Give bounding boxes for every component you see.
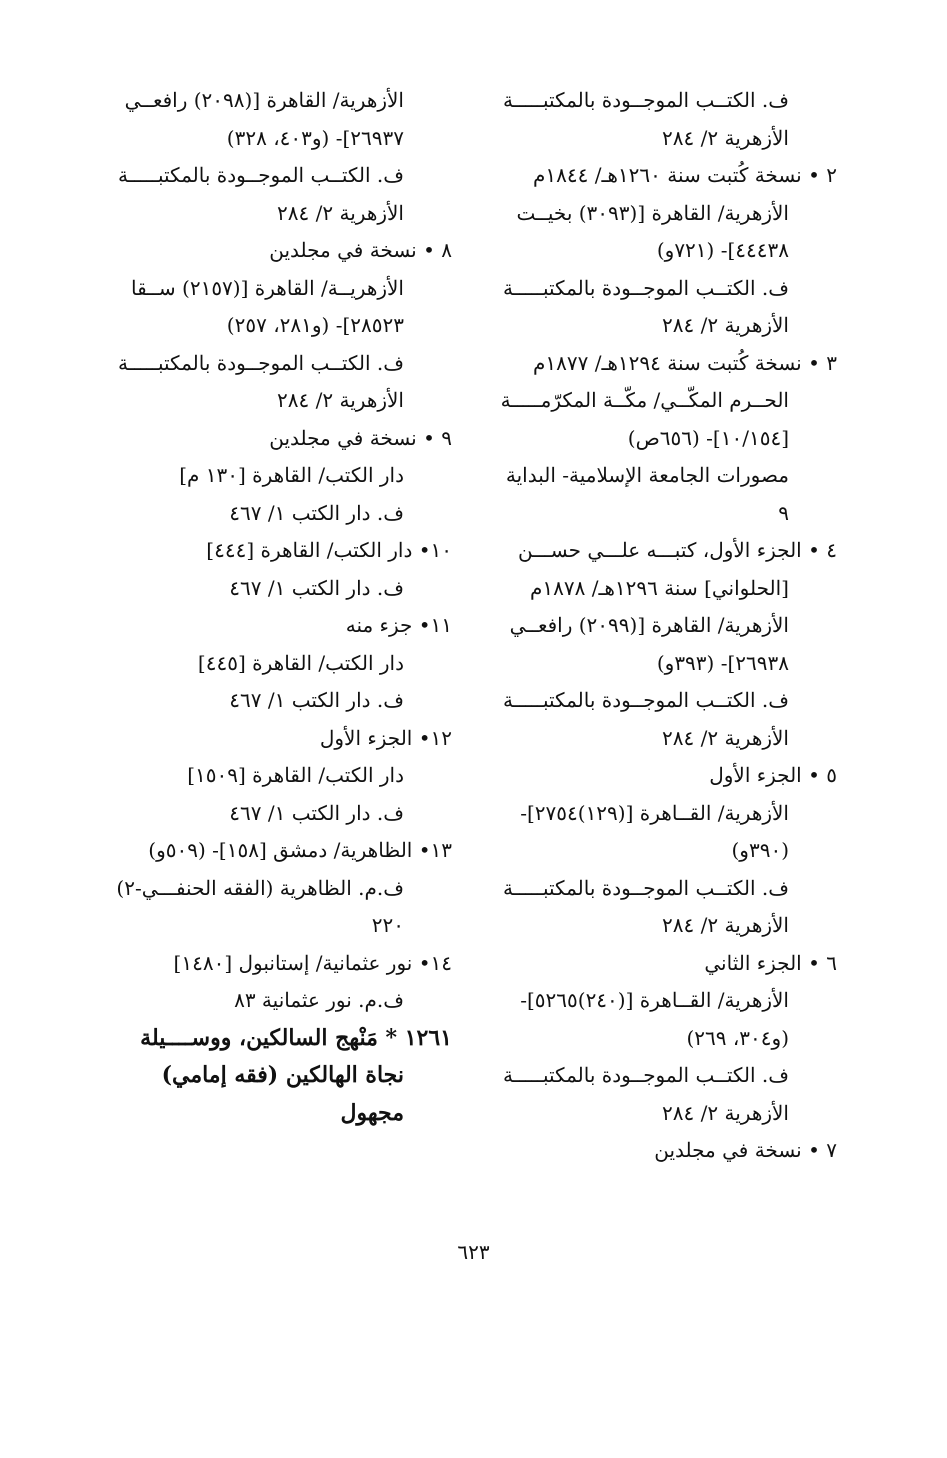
right-column-line: الأزهرية ٢/ ٢٨٤	[662, 125, 789, 150]
left-column-line: ١٤• نور عثمانية/ إستانبول [١٤٨٠]	[173, 950, 452, 975]
right-column-line: ف. الكتــب الموجــودة بالمكتبـــــة	[502, 88, 789, 112]
left-column	[100, 82, 452, 1132]
left-column-line: ف. دار الكتب ١/ ٤٦٧	[229, 575, 404, 600]
right-column-line: الحــرم المكّــي/ مكّــة المكرّمـــــة	[500, 388, 789, 412]
left-column-line: ٢٨٥٢٣]- (و٢٨١، ٢٥٧)	[226, 313, 404, 337]
left-column-line: ف.م. نور عثمانية ٨٣	[234, 988, 404, 1012]
right-column-line: ف. الكتــب الموجــودة بالمكتبـــــة	[502, 1063, 789, 1087]
left-column-line: ف. الكتــب الموجــودة بالمكتبـــــة	[117, 350, 404, 375]
right-column-line: ٤ • الجزء الأول، كتبـــه علـــي حســـن	[517, 538, 837, 562]
right-column-line: الأزهرية/ القاهرة [(٣٠٩٣) بخيــت	[516, 200, 789, 225]
left-column-line: ١٢• الجزء الأول	[319, 725, 452, 750]
right-column-line: ٢ • نسخة كُتبت سنة ١٢٦٠هـ/ ١٨٤٤م	[533, 163, 837, 187]
left-column-line: دار الكتب/ القاهرة [١٣٠ م]	[179, 463, 404, 487]
right-column-line: ٩	[778, 500, 789, 525]
left-column-line: ١٠• دار الكتب/ القاهرة [٤٤٤]	[206, 538, 452, 562]
left-column-line: نجاة الهالكين (فقه إمامي)	[161, 1062, 404, 1088]
right-column-line: الأزهرية ٢/ ٢٨٤	[662, 725, 789, 750]
right-column-line: ف. الكتــب الموجــودة بالمكتبـــــة	[502, 688, 789, 712]
page-number: ٦٢٣	[457, 1240, 490, 1264]
right-column-line: الأزهرية/ القاهرة [(٢٠٩٩) رافعــي	[509, 613, 789, 637]
left-column-line: ١٢٦١ * مَنْهج السالكين، ووســــيلة	[140, 1024, 452, 1051]
right-column	[492, 82, 837, 1170]
left-column-line: ف. الكتــب الموجــودة بالمكتبـــــة	[117, 163, 404, 187]
right-column-line: ٣ • نسخة كُتبت سنة ١٢٩٤هـ/ ١٨٧٧م	[533, 350, 837, 375]
right-column-line: مصورات الجامعة الإسلامية- البداية	[505, 463, 789, 487]
right-column-line: ف. الكتــب الموجــودة بالمكتبـــــة	[502, 275, 789, 300]
left-column-line: ٢٢٠	[371, 913, 404, 937]
left-column-line: ف. دار الكتب ١/ ٤٦٧	[229, 500, 404, 525]
left-column-line: الأزهرية/ القاهرة [(٢٠٩٨) رافعــي	[124, 88, 404, 112]
left-column-line: الأزهريــة/ القاهرة [(٢١٥٧) ســقا	[130, 275, 404, 300]
left-column-line: ١٣• الظاهرية/ دمشق [١٥٨]- (٥٠٩و)	[148, 838, 452, 862]
left-column-line: ١١• جزء منه	[345, 613, 452, 637]
right-column-line: ٤٤٤٣٨]- (٧٢١و)	[656, 238, 789, 262]
left-column-line: ف. دار الكتب ١/ ٤٦٧	[229, 800, 404, 825]
right-column-line: [١٠/١٥٤]- (٦٥٦ص)	[627, 425, 789, 450]
right-column-line: الأزهرية ٢/ ٢٨٤	[662, 913, 789, 937]
right-column-line: الأزهرية ٢/ ٢٨٤	[662, 1100, 789, 1125]
right-column-line: ف. الكتــب الموجــودة بالمكتبـــــة	[502, 875, 789, 900]
left-column-line: مجهول	[340, 1099, 404, 1126]
left-column-line: ٨ • نسخة في مجلدين	[269, 238, 452, 262]
right-column-line: الأزهرية/ القــاهرة [(٢٤٠)٥٢٦٥]-	[520, 988, 789, 1012]
right-column-line: ٦ • الجزء الثاني	[704, 950, 837, 975]
left-column-line: الأزهرية ٢/ ٢٨٤	[277, 200, 404, 225]
right-column-line: ٢٦٩٣٨]- (٣٩٣و)	[656, 650, 789, 675]
right-column-line: الأزهرية ٢/ ٢٨٤	[662, 313, 789, 337]
left-column-line: دار الكتب/ القاهرة [٤٤٥]	[197, 650, 404, 675]
right-column-line: [الحلواني] سنة ١٢٩٦هـ/ ١٨٧٨م	[530, 575, 789, 600]
left-column-line: ٢٦٩٣٧]- (و٤٠٣، ٣٢٨)	[226, 125, 404, 150]
left-column-line: الأزهرية ٢/ ٢٨٤	[277, 388, 404, 412]
right-column-line: (٣٩٠و)	[731, 838, 789, 862]
right-column-line: الأزهرية/ القــاهرة [(١٢٩)٢٧٥٤]-	[520, 800, 789, 825]
right-column-line: ٧ • نسخة في مجلدين	[654, 1138, 837, 1162]
left-column-line: ف. دار الكتب ١/ ٤٦٧	[229, 688, 404, 712]
right-column-line: (و٣٠٤، ٢٦٩)	[686, 1025, 789, 1050]
left-column-line: دار الكتب/ القاهرة [١٥٠٩]	[187, 763, 404, 787]
left-column-line: ف.م. الظاهرية (الفقه الحنفـــي-٢)	[116, 875, 404, 900]
left-column-line: ٩ • نسخة في مجلدين	[269, 425, 452, 450]
right-column-line: ٥ • الجزء الأول	[709, 763, 837, 787]
